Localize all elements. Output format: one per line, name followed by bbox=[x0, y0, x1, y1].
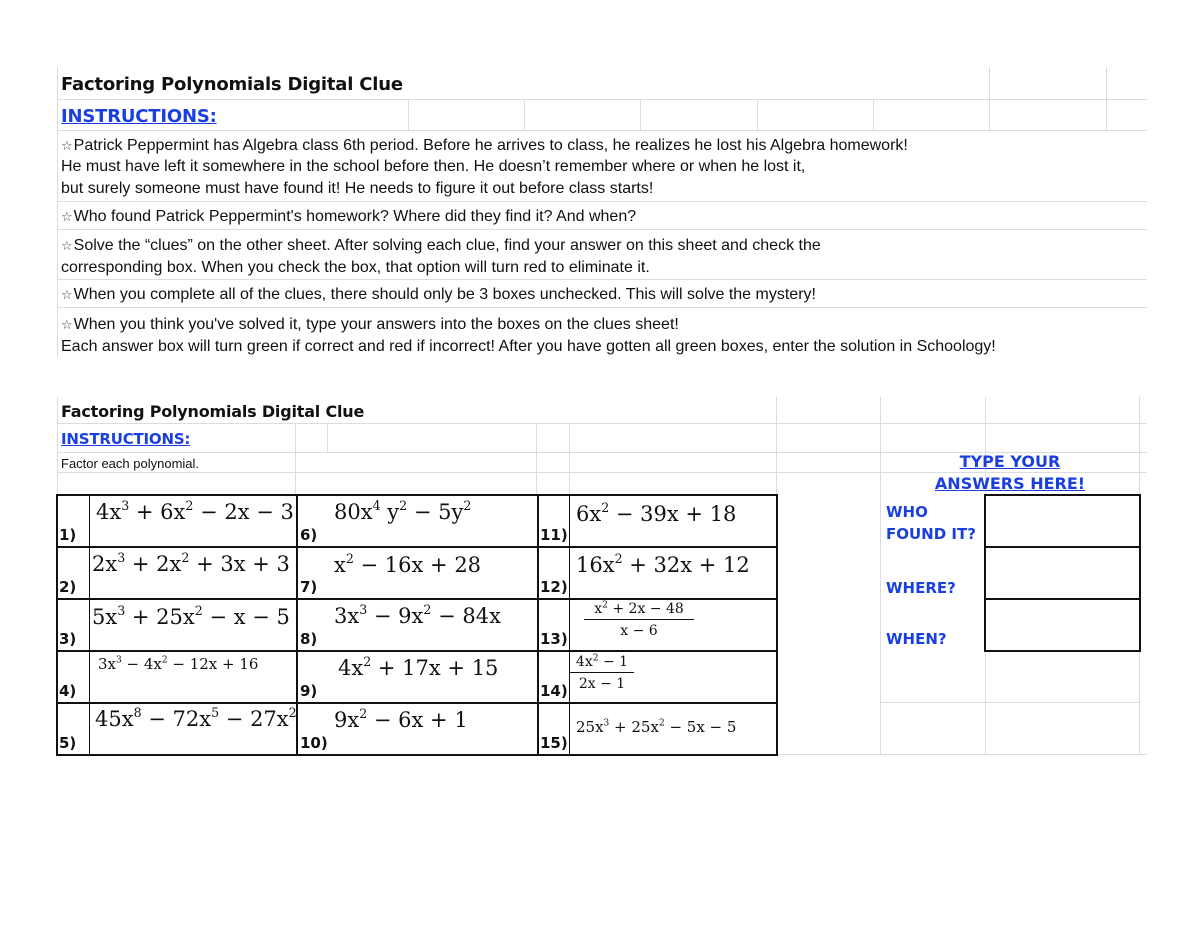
where-answer-box[interactable] bbox=[984, 546, 1141, 600]
instruction-line-3: but surely someone must have found it! He needs to figure it out before class starts! bbox=[61, 180, 654, 197]
polynomial: $3x^3 - 9x^2 - 84x$ bbox=[334, 602, 501, 628]
instruction-line-2: He must have left it somewhere in the school before then. He doesn’t remember where or when he lost it, bbox=[61, 158, 806, 175]
instruction-line-4: ☆Who found Patrick Peppermint's homework? Where did they find it? And when? bbox=[61, 208, 637, 225]
who-found-it-label: WHO FOUND IT? bbox=[886, 503, 976, 543]
problem-number: 9) bbox=[300, 682, 318, 700]
problem-number: 14) bbox=[540, 682, 568, 700]
polynomial: $80x^4$ $y^2 - 5y^2$ bbox=[334, 498, 472, 524]
star-icon: ☆ bbox=[61, 138, 73, 153]
problem-number: 10) bbox=[300, 734, 328, 752]
problem-number: 5) bbox=[59, 734, 77, 752]
instruction-line-5: ☆Solve the “clues” on the other sheet. After solving each clue, find your answer on this sheet and check the bbox=[61, 237, 821, 254]
rational-expression: $\frac{x^2 + 2x - 48}{x - 6}$ bbox=[584, 601, 694, 639]
who-answer-box[interactable] bbox=[984, 494, 1141, 548]
sheet2-instructions-label: INSTRUCTIONS: bbox=[61, 430, 191, 448]
polynomial: $3x^3 - 4x^2 - 12x + 16$ bbox=[98, 655, 259, 673]
star-icon: ☆ bbox=[61, 317, 73, 332]
problem-number: 1) bbox=[59, 526, 77, 544]
answers-header: TYPE YOUR ANSWERS HERE! bbox=[934, 452, 1086, 493]
instruction-line-1: ☆Patrick Peppermint has Algebra class 6th period. Before he arrives to class, he realizes he lost his Algebra homework! bbox=[61, 137, 908, 154]
polynomial: $45x^8 - 72x^5 - 27x^2$ bbox=[95, 705, 297, 731]
rational-expression: $\frac{4x^2 - 1}{2x - 1}$ bbox=[570, 654, 634, 692]
instruction-line-7: ☆When you complete all of the clues, there should only be 3 boxes unchecked. This will solve the mystery! bbox=[61, 286, 816, 303]
problem-number: 4) bbox=[59, 682, 77, 700]
problem-number: 3) bbox=[59, 630, 77, 648]
when-label: WHEN? bbox=[886, 630, 947, 648]
problem-number: 13) bbox=[540, 630, 568, 648]
where-label: WHERE? bbox=[886, 579, 956, 597]
problem-number: 15) bbox=[540, 734, 568, 752]
polynomial: $4x^2 + 17x + 15$ bbox=[338, 654, 499, 680]
problem-number: 6) bbox=[300, 526, 318, 544]
polynomial: $9x^2 - 6x + 1$ bbox=[334, 706, 468, 732]
sheet2-subtitle: Factor each polynomial. bbox=[61, 456, 200, 471]
star-icon: ☆ bbox=[61, 287, 73, 302]
polynomial: $x^2 - 16x + 28$ bbox=[334, 551, 482, 577]
instruction-line-8: ☆When you think you've solved it, type your answers into the boxes on the clues sheet! bbox=[61, 316, 679, 333]
polynomial: $5x^3 + 25x^2 - x - 5$ bbox=[92, 603, 290, 629]
polynomial: $2x^3 + 2x^2 + 3x + 3$ bbox=[92, 550, 290, 576]
polynomial: $4x^3 + 6x^2 - 2x - 3$ bbox=[96, 498, 294, 524]
sheet1-title: Factoring Polynomials Digital Clue bbox=[61, 74, 403, 95]
polynomial: $25x^3 + 25x^2 - 5x - 5$ bbox=[576, 718, 737, 736]
polynomial: $16x^2 + 32x + 12$ bbox=[576, 551, 750, 577]
problem-number: 11) bbox=[540, 526, 568, 544]
sheet2-title: Factoring Polynomials Digital Clue bbox=[61, 402, 365, 421]
instruction-line-9: Each answer box will turn green if correct and red if incorrect! After you have gotten all green boxes, enter the solution in Schoology! bbox=[61, 338, 996, 355]
sheet1-instructions-label: INSTRUCTIONS: bbox=[61, 106, 217, 127]
instruction-line-6: corresponding box. When you check the box, that option will turn red to eliminate it. bbox=[61, 259, 650, 276]
polynomial: $6x^2 - 39x + 18$ bbox=[576, 500, 737, 526]
problem-number: 12) bbox=[540, 578, 568, 596]
problem-number: 8) bbox=[300, 630, 318, 648]
problem-number: 2) bbox=[59, 578, 77, 596]
problem-number: 7) bbox=[300, 578, 318, 596]
star-icon: ☆ bbox=[61, 209, 73, 224]
star-icon: ☆ bbox=[61, 238, 73, 253]
when-answer-box[interactable] bbox=[984, 598, 1141, 652]
